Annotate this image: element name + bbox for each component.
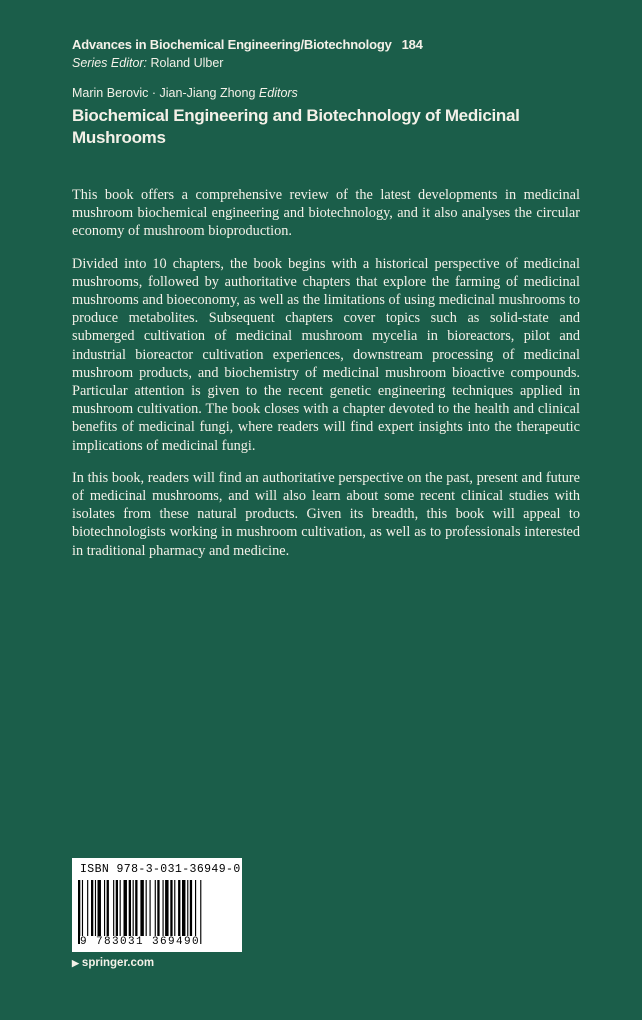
publisher-link[interactable]: [72, 957, 154, 969]
barcode-bar: [82, 880, 83, 944]
barcode-bar: [133, 880, 134, 944]
book-editors-label: Editors: [258, 86, 298, 100]
description-paragraph: In this book, readers will find an authoritative perspective on the past, present and future of medicinal mushrooms, and will also learn about some recent clinical studies with isolates from these natural products. Given its breadth, this book will appeal to biotechnologists working in mushroom cultivation, as well as to professionals interested in traditional pharmacy and medicine.: [72, 469, 580, 559]
barcode-bar: [120, 880, 121, 944]
book-editors: Marin Berovic · Jian-Jiang Zhong: [72, 86, 256, 100]
barcode-bar: [129, 880, 131, 944]
barcode-bar: [190, 880, 192, 944]
barcode-bar: [195, 880, 196, 944]
book-title: Biochemical Engineering and Biotechnology of Medicinal Mushrooms: [72, 106, 520, 147]
barcode-bar: [174, 880, 175, 944]
series-editor-line: [72, 54, 592, 72]
barcode-bars: [78, 880, 236, 944]
isbn-barcode: [72, 858, 242, 952]
publisher-url: springer.com: [81, 957, 155, 969]
barcode-bar: [155, 880, 156, 944]
barcode-bar: [78, 880, 80, 944]
barcode-bar: [170, 880, 172, 944]
isbn-label: ISBN 978-3-031-36949-0: [80, 863, 241, 876]
barcode-bar: [200, 880, 201, 944]
series-number: 184: [401, 37, 423, 52]
barcode-bar: [91, 880, 93, 944]
barcode-bar: [187, 880, 188, 944]
barcode-bar: [146, 880, 147, 944]
series-editor-label: Series Editor:: [72, 56, 148, 70]
barcode-bar: [165, 880, 168, 944]
barcode-bar: [124, 880, 127, 944]
barcode-bar: [182, 880, 185, 944]
barcode-bar: [116, 880, 118, 944]
barcode-bar: [140, 880, 143, 944]
barcode-bar: [157, 880, 159, 944]
barcode-bar: [104, 880, 105, 944]
description-paragraph: Divided into 10 chapters, the book begins with a historical perspective of medicinal mushrooms, followed by authoritative chapters that explore the farming of medicinal mushrooms and bioeconomy, as well as the limitations of using medicinal mushrooms to produce metabolites. Subsequent chapters cover topics such as solid-state and submerged cultivation of medicinal mushroom mycelia in bioreactors, pilot and industrial bioreactor cultivation experiences, downstream processing of medicinal mushroom products, and biochemistry of medicinal mushroom bioactive compounds. Particular attention is given to the recent genetic engineering techniques applied in mushroom cultivation. The book closes with a chapter devoted to the health and clinical benefits of medicinal fungi, where readers will find expert insights into the therapeutic implications of medicinal fungi.: [72, 255, 580, 454]
series-line: [72, 36, 592, 54]
description-paragraph: This book offers a comprehensive review of the latest developments in medicinal mushroom biochemical engineering and biotechnology, and it also analyses the circular economy of mushroom bioproduction.: [72, 187, 580, 240]
barcode-bar: [107, 880, 109, 944]
triangle-right-icon: ▶: [72, 958, 79, 968]
barcode-bar: [178, 880, 180, 944]
cover-header: [72, 36, 592, 149]
barcode-bar: [163, 880, 164, 944]
book-description: [72, 186, 580, 574]
series-editor-name: Roland Ulber: [150, 56, 224, 70]
book-editors-line: [72, 84, 592, 102]
series-name: Advances in Biochemical Engineering/Biotechnology: [72, 37, 392, 52]
barcode-bar: [150, 880, 151, 944]
barcode-bar: [87, 880, 88, 944]
barcode-digits: 9 783031 369490: [80, 936, 201, 948]
barcode-bar: [135, 880, 137, 944]
barcode-bar: [98, 880, 101, 944]
barcode-bar: [113, 880, 114, 944]
barcode-bar: [95, 880, 96, 944]
